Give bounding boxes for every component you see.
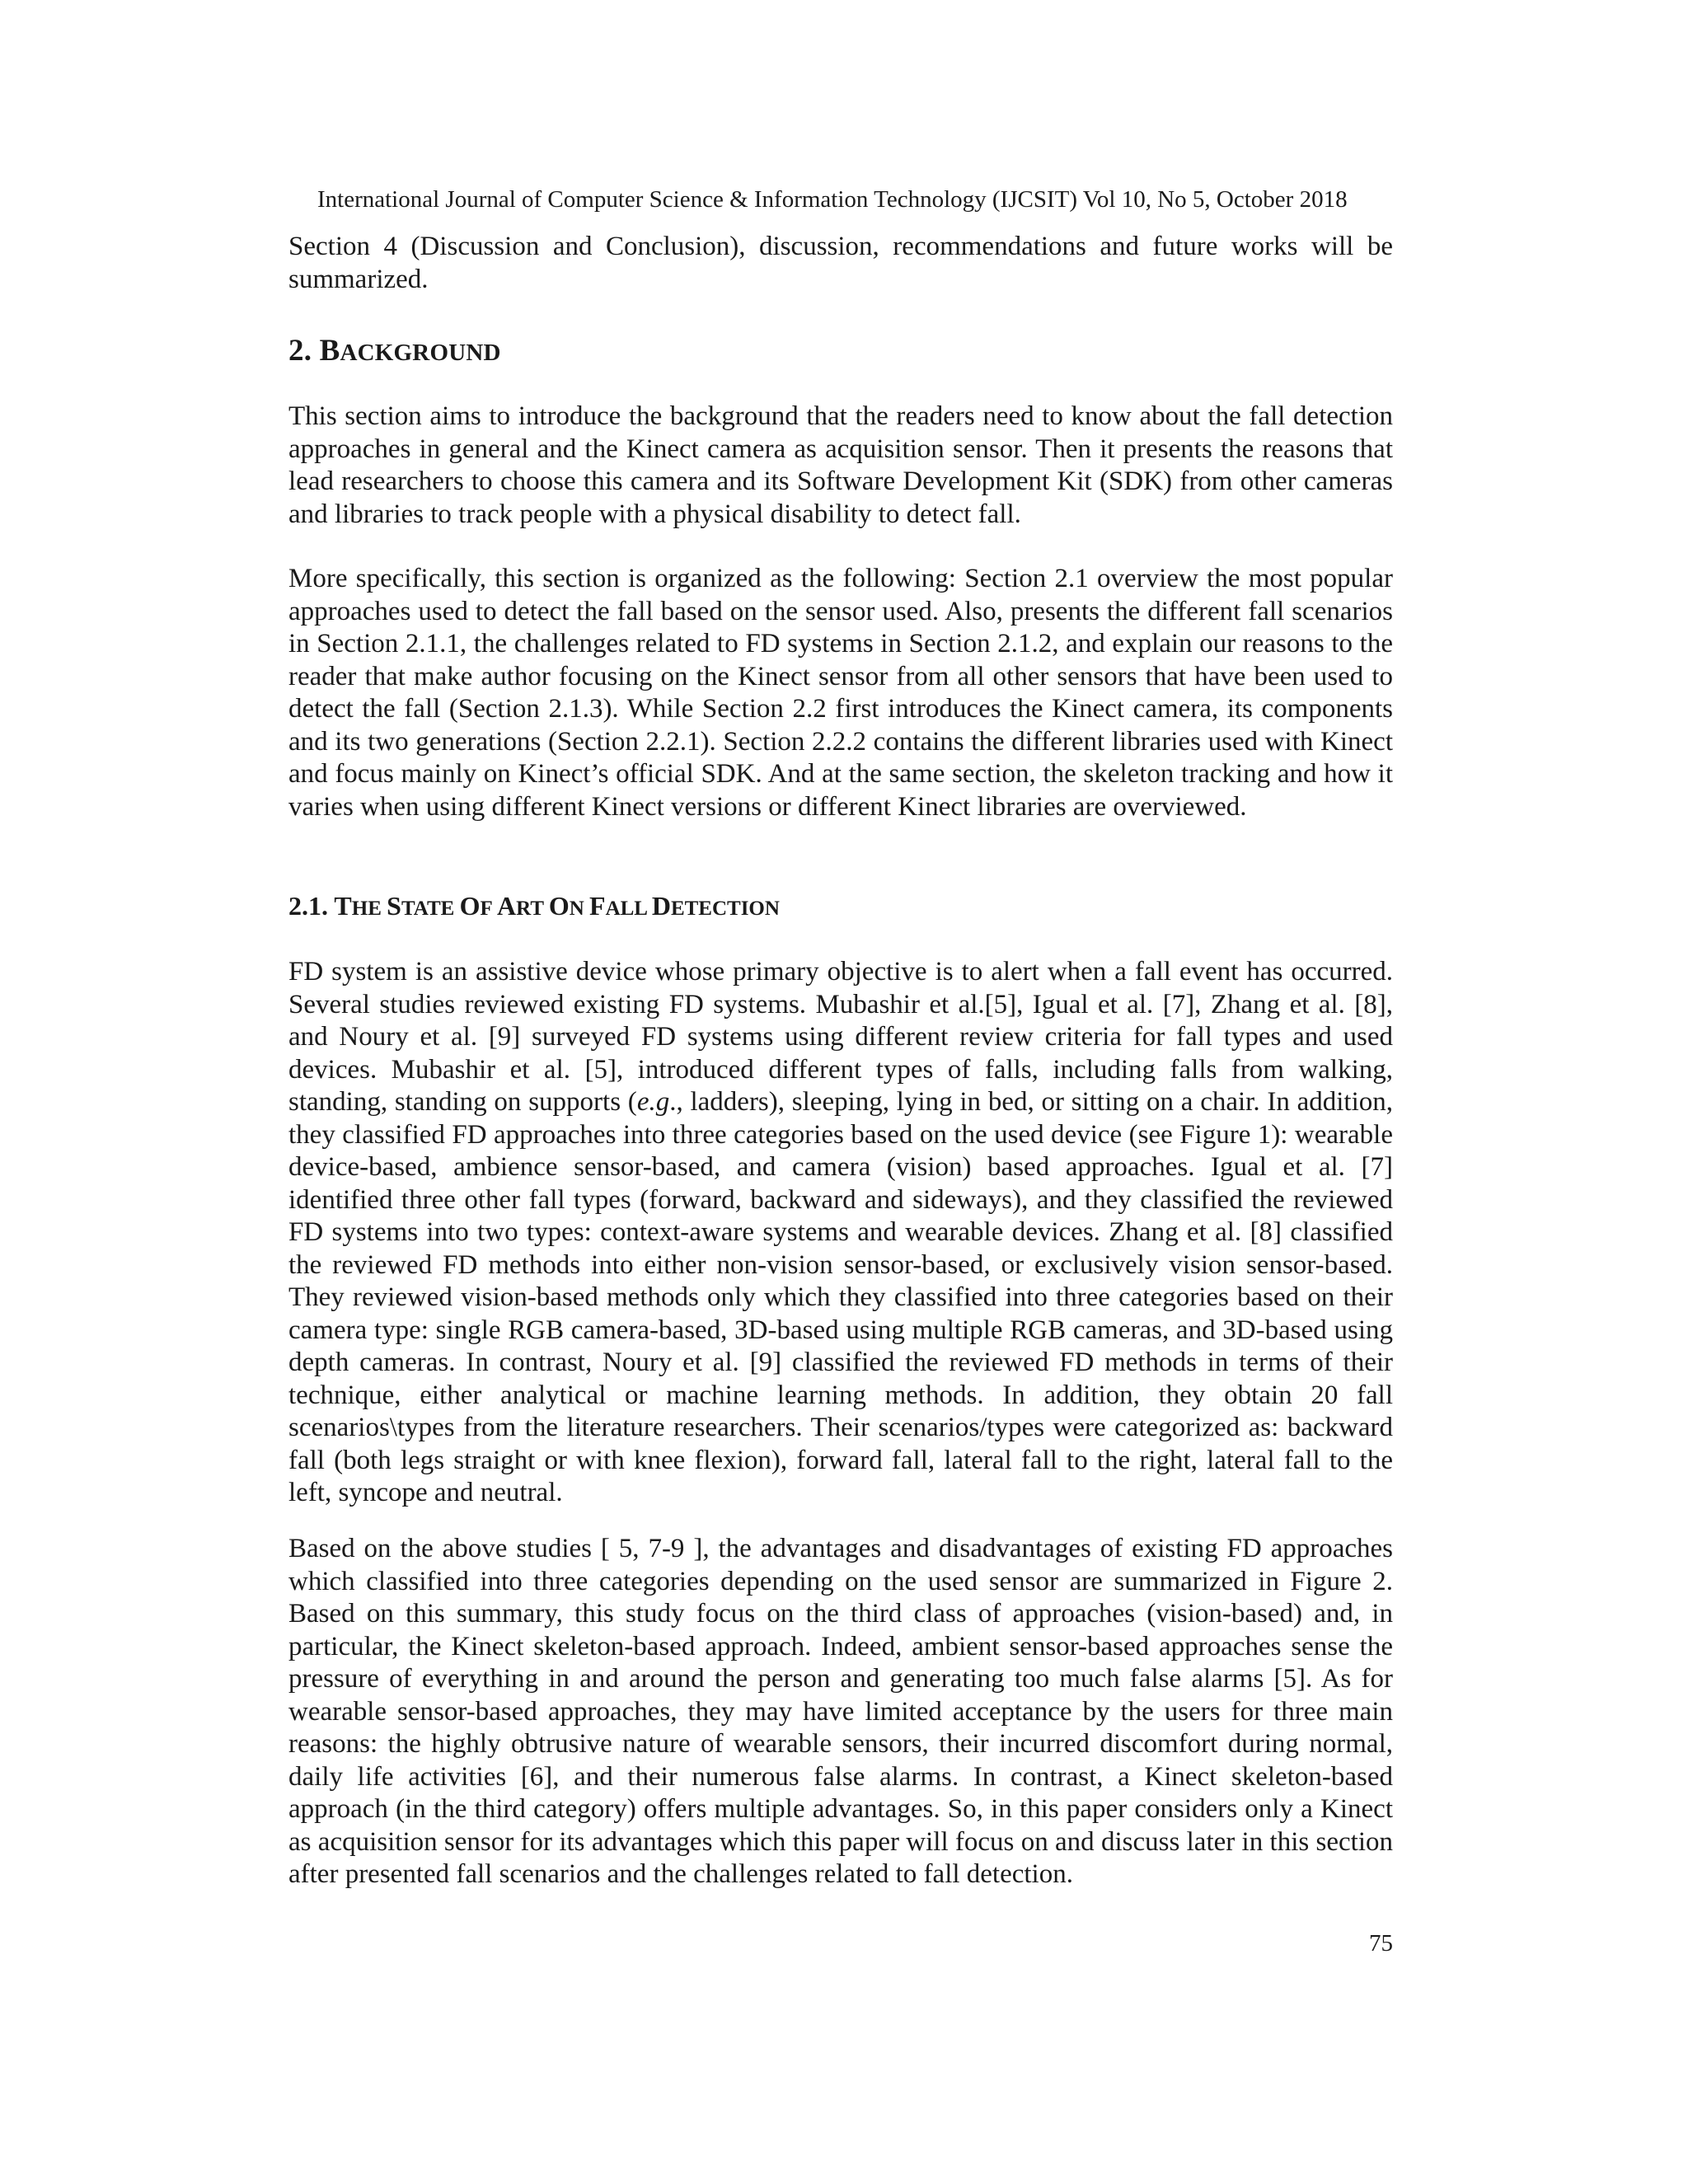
heading-word-rest: ALL (605, 898, 652, 920)
heading-word-initial: F (589, 891, 606, 921)
paragraph-text-part: FD system is an assistive device whose primary objective is to alert when a fall event has occurred. Several studies reviewed existing FD systems. Mubashir et al.[5], Igual et al. [7], Zhang et al. [8], and Noury et al. [9] surveyed FD systems using different review criteria for fall types and used devices. Mubashir et al. [5], introduced different types of falls, including falls from walking, standing, standing on supports ( (288, 957, 1393, 1117)
background-paragraph-1: This section aims to introduce the background that the readers need to know about the fall detection approaches in general and the Kinect camera as acquisition sensor. Then it presents the reasons that lead researchers to choose this camera and its Software Development Kit (SDK) from other cameras and libraries to track people with a physical disability to detect fall. (288, 401, 1393, 529)
state-of-art-paragraph-2: Based on the above studies [ 5, 7-9 ], the advantages and disadvantages of existing FD approaches which classified into three categories depending on the used sensor are summarized in Figure 2. Based on this summary, this study focus on the third class of approaches (vision-based) and, in particular, the Kinect skeleton-based approach. Indeed, ambient sensor-based approaches sense the pressure of everything in and around the person and generating too much false alarms [5]. As for wearable sensor-based approaches, they may have limited acceptance by the users for three main reasons: the highly obtrusive nature of wearable sensors, their incurred discomfort during normal, daily life activities [6], and their numerous false alarms. In contrast, a Kinect skeleton-based approach (in the third category) offers multiple advantages. So, in this paper considers only a Kinect as acquisition sensor for its advantages which this paper will focus on and discuss later in this section after presented fall scenarios and the challenges related to fall detection. (288, 1534, 1393, 1889)
heading-word-rest: HE (351, 898, 387, 920)
section-title-initial: B (319, 334, 340, 368)
heading-word-rest: F (480, 898, 498, 920)
intro-paragraph: Section 4 (Discussion and Conclusion), discussion, recommendations and future works will be summarized. (288, 232, 1393, 294)
heading-word-initial: T (334, 891, 352, 921)
heading-word-rest: N (569, 898, 590, 920)
heading-word-initial: O (459, 891, 481, 921)
background-paragraph-2: More specifically, this section is organized as the following: Section 2.1 overview the most popular approaches used to detect the fall based on the sensor used. Also, presents the different fall scenarios in Section 2.1.1, the challenges related to FD systems in Section 2.1.2, and explain our reasons to the reader that make author focusing on the Kinect sensor from all other sensors that have been used to detect the fall (Section 2.1.3). While Section 2.2 first introduces the Kinect camera, its components and its two generations (Section 2.2.1). Section 2.2.2 contains the different libraries used with Kinect and focus mainly on Kinect’s official SDK. And at the same section, the skeleton tracking and how it varies when using different Kinect versions or different Kinect libraries are overviewed. (288, 564, 1393, 822)
heading-word-initial: O (548, 891, 570, 921)
subsection-heading-state-of-art (288, 891, 780, 921)
italic-eg: e.g (636, 1087, 670, 1117)
section-title-rest: ACKGROUND (340, 340, 501, 366)
section-heading-background (288, 333, 501, 368)
subsection-number: 2.1. (288, 891, 335, 921)
heading-word-rest: ETECTION (670, 898, 780, 920)
section-number: 2. (288, 334, 320, 368)
page-number: 75 (1369, 1930, 1393, 1957)
heading-word-initial: A (497, 891, 517, 921)
heading-word-rest: RT (516, 898, 549, 920)
heading-word-initial: D (651, 891, 671, 921)
paragraph-text-part: ., ladders), sleeping, lying in bed, or sitting on a chair. In addition, they classified FD approaches into three categories based on the used device (see Figure 1): wearable device-based, ambience sensor-based, and camera (vision) based approaches. Igual et al. [7] identified three other fall types (forward, backward and sideways), and they classified the reviewed FD systems into two types: context-aware systems and wearable devices. Zhang et al. [8] classified the reviewed FD methods into either non-vision sensor-based, or exclusively vision sensor-based. They reviewed vision-based methods only which they classified into three categories based on their camera type: single RGB camera-based, 3D-based using multiple RGB cameras, and 3D-based using depth cameras. In contrast, Noury et al. [9] classified the reviewed FD methods in terms of their technique, either analytical or machine learning methods. In addition, they obtain 20 fall scenarios\types from the literature researchers. Their scenarios/types were categorized as: backward fall (both legs straight or with knee flexion), forward fall, lateral fall to the right, lateral fall to the left, syncope and neutral. (288, 1087, 1394, 1507)
state-of-art-paragraph-1 (288, 956, 1393, 1510)
heading-word-initial: S (387, 891, 401, 921)
running-header: International Journal of Computer Science & Information Technology (IJCSIT) Vol 10, No 5, October 2018 (317, 186, 1348, 213)
heading-word-rest: TATE (401, 898, 460, 920)
